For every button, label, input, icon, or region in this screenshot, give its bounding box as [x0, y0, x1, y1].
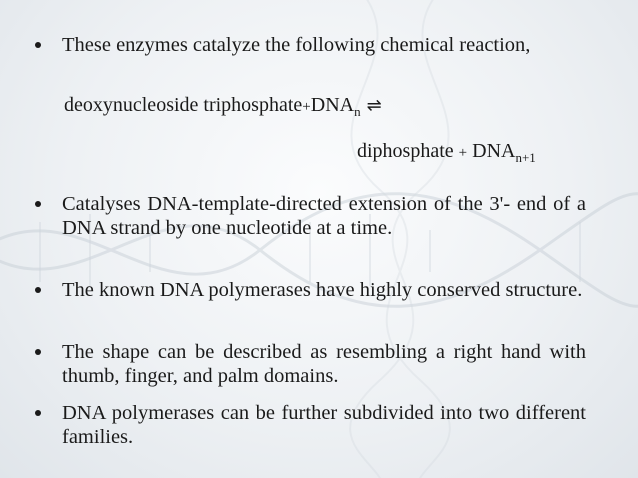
reaction-reactant: deoxynucleoside triphosphate: [64, 94, 303, 116]
reaction-dna: DNA: [310, 94, 355, 116]
reaction-product: diphosphate: [357, 140, 454, 162]
bullet-reaction-intro: These enzymes catalyze the following chemical reaction,: [62, 33, 586, 57]
bullet-families: DNA polymerases can be further subdivided into two different families.: [62, 402, 586, 448]
bullet-template-extension: Catalyses DNA-template-directed extension of the 3'- end of a DNA strand by one nucleotide at a time.: [62, 193, 586, 239]
equilibrium-arrow-icon: ⇌: [366, 95, 382, 116]
bullet-hand-shape: The shape can be described as resembling a right hand with thumb, finger, and palm domains.: [62, 341, 586, 387]
reaction-plus-2: +: [458, 145, 468, 161]
reaction-plus: +: [302, 99, 311, 115]
reaction-dna-2: DNA: [472, 140, 516, 162]
reaction-subscript-n: n: [354, 104, 361, 119]
reaction-subscript-n1: n+1: [515, 150, 536, 165]
reaction-line-2: [357, 140, 536, 163]
reaction-line-1: [64, 94, 382, 117]
bullet-conserved-structure: The known DNA polymerases have highly conserved structure.: [62, 278, 586, 302]
